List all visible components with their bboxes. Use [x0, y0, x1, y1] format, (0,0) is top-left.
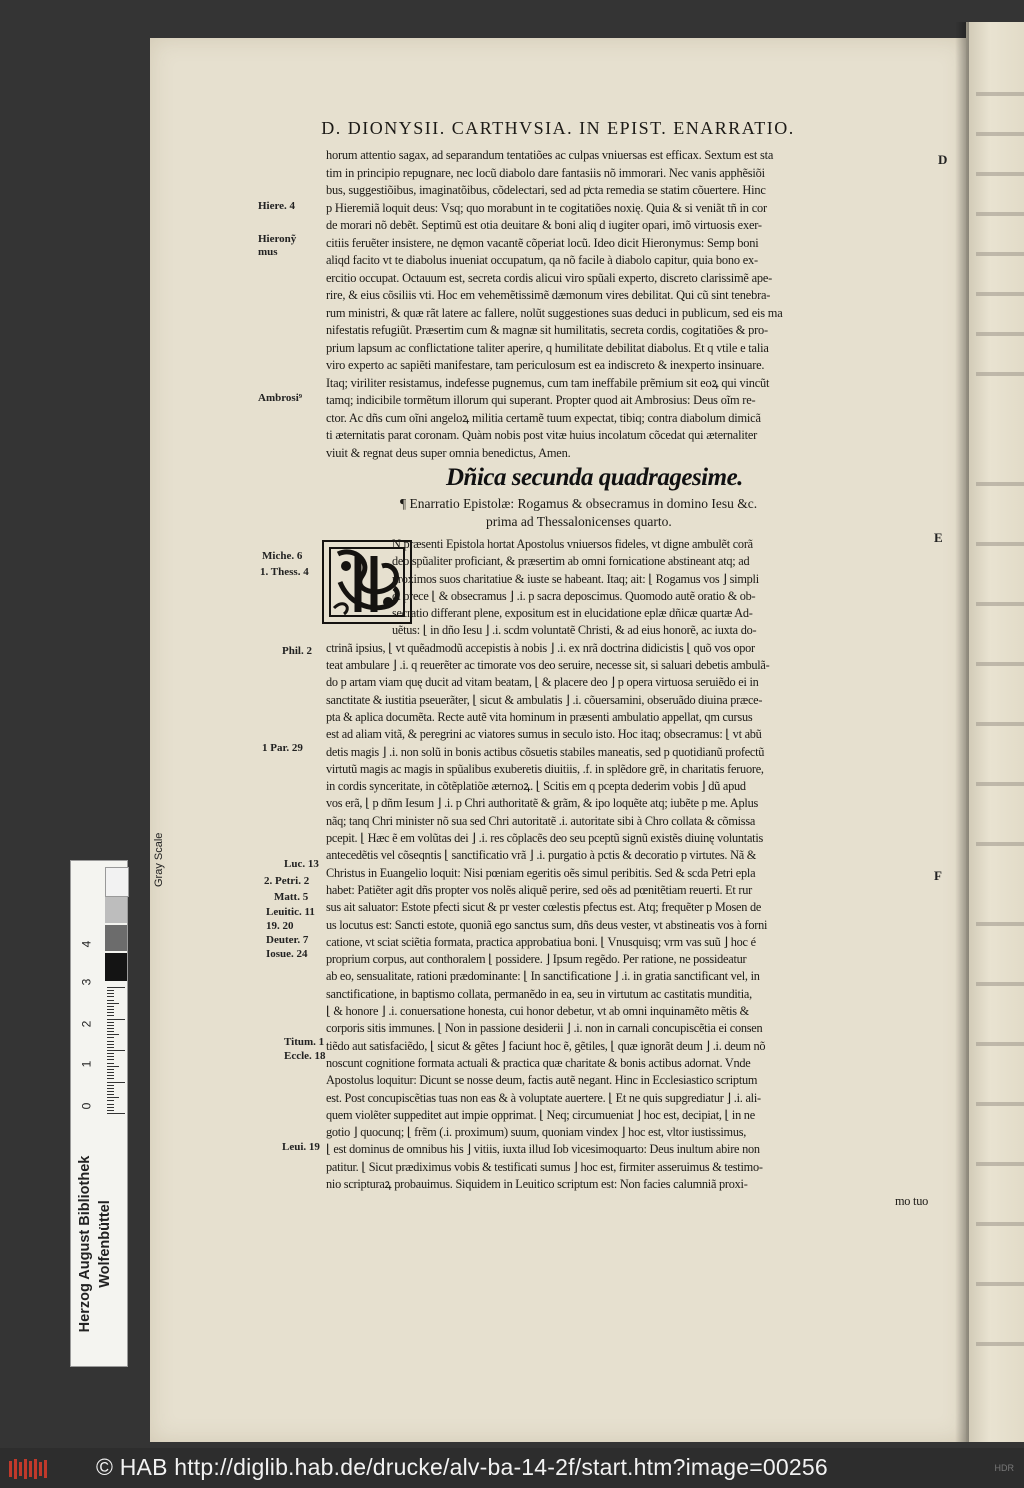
- margin-note-leuit-nums: 19. 20: [266, 920, 294, 932]
- ruler-tick: [107, 1066, 119, 1067]
- ruler-tick: [107, 1059, 114, 1060]
- caption-suffix: HDR: [994, 1463, 1014, 1473]
- ruler-tick: [107, 1053, 114, 1054]
- section2-line: secratio differant plene, expositum est in elucidatione eplæ dñicæ quartæ Ad-: [392, 606, 753, 621]
- ruler-tick: [107, 1015, 114, 1016]
- swatch-white: [105, 867, 129, 897]
- section2-line: patitur. ⌊ Sicut prædiximus vobis & testificati sumus ⌋ hoc est, firmiter asseruimus & testimo-: [326, 1159, 763, 1174]
- section2-line: Apostolus loquitur: Dicunt se nosse deum, factis autẽ negant. Hinc in Ecclesiastico scriptum: [326, 1073, 758, 1088]
- section2-line: proprium corpus, aut conthoralem ⌊ possidere. ⌋ Ipsum regẽdo. Per ratione, ne possideatur: [326, 952, 747, 967]
- swatch-black: [105, 953, 127, 981]
- section2-line: sanctitate & iustitia pseuerãter, ⌊ sicut & ambulatis ⌋ .i. cõuersamini, obseruãdo diuina præce-: [326, 692, 763, 707]
- ruler-tick: [107, 1078, 114, 1079]
- ruler-tick: [107, 1100, 114, 1101]
- section1-line: nifestatis refugiũt. Præsertim cum & magnæ sit humilitatis, secreta cordis, cogitatiões & pro-: [326, 323, 768, 337]
- section-letter-d: D: [938, 152, 948, 167]
- ruler-institution: [75, 1102, 121, 1383]
- section2-line: uẽtus: ⌊ in dño Iesu ⌋ .i. scdm voluntatẽ Christi, & ad eius honorẽ, ac iuxta do-: [392, 623, 757, 638]
- gray-scale-label: Gray Scale: [153, 832, 165, 887]
- margin-note-luc: Luc. 13: [284, 858, 319, 870]
- ruler-tick: [107, 1012, 114, 1013]
- ruler-tick: [107, 1034, 119, 1035]
- section-letter-e: E: [934, 530, 943, 545]
- section1-line: de morari nõ debẽt. Septimũ est otia deuitare & boni aliq d iugiter opari, imõ virtuosis exer-: [326, 218, 762, 232]
- section2-line: habet: Patiẽter agit dñs propter vos nolẽs aliquẽ perire, sed oẽs ad pœnitẽtiam reuerti. Et rur: [326, 882, 752, 897]
- ruler-tick: [107, 1082, 125, 1083]
- ruler-tick: [107, 1019, 125, 1020]
- section2-line: do p artam viam quę ducit ad vitam beatam, ⌊ & placere deo ⌋ p opera virtuosa seruiẽdo ei in: [326, 675, 759, 690]
- section2-line: mo tuo: [894, 1194, 928, 1209]
- section2-line: est ad aliam vitã, & peregrini ac viatores sumus in seculo isto. Hoc itaq; obsecramus: ⌊ vt abũ: [326, 727, 762, 742]
- ruler-tick: [107, 1069, 114, 1070]
- section1-line: viuit & regnat deus super omnia benedictus, Amen.: [326, 445, 571, 460]
- section2-line: teat ambulare ⌋ .i. q reuerẽter ac timorate vos deo seruire, necesse sit, si saluari debetis ambulã-: [326, 658, 770, 673]
- section2-line: N præsenti Epistola hortat Apostolus vniuersos fideles, vt digne ambulẽt corã: [392, 537, 753, 551]
- swatch-lightgray: [105, 897, 127, 923]
- color-scale-ruler: [70, 832, 165, 1367]
- section2-line: nio scripturaꝝ probauimus. Siquidem in Leuitico scriptum est: Non facies calumniã proxi-: [326, 1176, 748, 1191]
- ruler-tick: [107, 1056, 114, 1057]
- section1-line: ti æternitatis parat coronam. Quàm nobis post vitæ huius incolatum cõcedat qui æternaliter: [326, 428, 758, 442]
- ruler-tick: [107, 987, 125, 988]
- ruler-tick: [107, 1094, 114, 1095]
- section1-line: viro experto ac sapiẽti manifestare, tam periculosum est ea indiscreto & inexperto insinuare.: [326, 358, 765, 372]
- ruler-tick: [107, 993, 114, 994]
- ruler-tick: [107, 1006, 114, 1007]
- section2-line: ci prece ⌊ & obsecramus ⌋ .i. p sacra deposcimus. Quomodo autẽ oratio & ob-: [392, 588, 756, 603]
- section2-line: detis magis ⌋ .i. non solũ in bonis actibus cõsuetis stabiles maneatis, sed p quotidianũ profectũ: [326, 744, 765, 759]
- ruler-tick: [107, 990, 114, 991]
- section2-text: [326, 536, 936, 1211]
- section1-text: [326, 147, 924, 462]
- section2-line: gotio ⌋ quocunq; ⌊ frẽm (.i. proximum) suum, quoniam vindex ⌋ hoc est, vltor iustissimus,: [326, 1125, 747, 1140]
- section1-line: citiis feruẽter insistere, ne dęmon vacantẽ cõperiat locũ. Ideo dicit Hieronymus: Semp boni: [326, 235, 759, 250]
- ruler-tick: [107, 1022, 114, 1023]
- section2-line: deo spũaliter proficiant, & præsertim ab omni fornicatione abstineant atq; ad: [392, 554, 750, 569]
- ruler-tick: [107, 1063, 114, 1064]
- margin-note-iosue: Iosue. 24: [266, 948, 308, 960]
- ruler-tick: [107, 1025, 114, 1026]
- ruler-number-2: 2: [79, 1020, 94, 1028]
- ruler-tick: [107, 1088, 114, 1089]
- section2-line: est. Post concupiscẽtias tuas non eas & à voluptate auertere. ⌊ Et ne quis supgrediatur ⌋ .i. ali-: [326, 1090, 761, 1105]
- section1-line: horum attentio sagax, ad separandum tentatiões ac culpas vniuersas est efficax. Sextum est sta: [326, 148, 774, 162]
- ruler-tick: [107, 1047, 114, 1048]
- section2-line: sus ait saluator: Estote pfecti sicut & pr vester cœlestis pfectus est. Atq; frequẽter p Mosen de: [326, 900, 762, 915]
- ruler-tick: [107, 1031, 114, 1032]
- section2-line: pta & aplica documẽta. Recte autẽ vita hominum in præsenti ambulatio appellat, qm cursus: [326, 709, 753, 724]
- margin-note-miche: Miche. 6: [262, 550, 303, 562]
- margin-note-deuter: Deuter. 7: [266, 934, 309, 946]
- section1-line: p Hieremiã loquit deus: Vsq; quo morabunt in te cogitatiões noxię. Quia & si veniãt tñ in cor: [326, 200, 767, 215]
- margin-note-hieronymus: Hieronỹ mus: [258, 233, 297, 258]
- subheading-source: prima ad Thessalonicenses quarto.: [486, 514, 672, 529]
- margin-note-leui19: Leui. 19: [282, 1141, 320, 1153]
- ruler-number-1: 1: [79, 1060, 94, 1068]
- section2-line: tiẽdo aut satisfaciẽdo, ⌊ sicut & gẽtes ⌋ faciunt hoc ẽ, gẽtiles, ⌊ quæ ignorãt deum ⌋ .i. deum nõ: [326, 1038, 766, 1053]
- ruler-number-3: 3: [79, 978, 94, 986]
- ruler-number-0: 0: [79, 1102, 94, 1110]
- ruler-tick: [107, 996, 114, 997]
- section2-line: ctrinã ipsius, ⌊ vt quẽadmodũ accepistis à nobis ⌋ .i. ex nrã doctrina didicistis ⌊ quõ vos opor: [326, 640, 755, 655]
- ruler-tick: [107, 1028, 114, 1029]
- margin-note-eccle: Eccle. 18: [284, 1050, 326, 1062]
- facing-page: [966, 22, 1024, 1442]
- ruler-tick: [107, 1091, 114, 1092]
- section2-line: ab eo, sensualitate, rationi prædominante: ⌊ In sanctificatione ⌋ .i. in gratia sanctificant vel, in: [326, 969, 760, 984]
- ruler-tick: [107, 1000, 114, 1001]
- section2-line: proximos suos charitatiue & iuste se habeant. Itaq; ait: ⌊ Rogamus vos ⌋ simpli: [392, 571, 759, 586]
- section2-line: ⌊ & honore ⌋ .i. conuersatione honesta, cui honor debetur, vt ab omni inquinamẽto mẽtis &: [326, 1004, 749, 1019]
- section2-line: sanctificatione, in baptismo collata, permanẽdo in ea, seu in virtutum ac castitatis munditia,: [326, 986, 752, 1001]
- running-head: D. DIONYSII. CARTHVSIA. IN EPIST. ENARRATIO.: [321, 118, 795, 138]
- section2-line: quem violẽter suppeditet aut impie opprimat. ⌊ Neq; circumueniat ⌋ hoc est, decipiat, ⌊ in ne: [326, 1107, 755, 1122]
- section2-line: nãq; tanq Chri minister nõ sua sed Chri autoritatẽ .i. autoritate sibi à Chro collata & cõmissa: [326, 813, 756, 828]
- ruler-tick: [107, 1085, 114, 1086]
- ruler-tick: [107, 1044, 114, 1045]
- section1-line: rum ministri, & quæ rãt latere ac fallere, nolũt suggestiones suas deduci in publicum, sed eis ma: [326, 305, 783, 320]
- ruler-tick: [107, 1050, 125, 1051]
- caption-link[interactable]: © HAB http://diglib.hab.de/drucke/alv-ba-14-2f/start.htm?image=00256: [96, 1454, 828, 1480]
- margin-note-thess: 1. Thess. 4: [260, 566, 309, 578]
- section2-line: catione, vt sciat sciẽtia formata, practica approbatiua boni. ⌊ Vnusquisq; vrm vas suũ ⌋ hoc é: [326, 934, 756, 949]
- caption-bar: [0, 1448, 1024, 1488]
- section-heading: Dñica secunda quadragesime.: [446, 464, 743, 491]
- section1-line: tim in principio repugnare, nec locũ diabolo dare fantasiis nõ immorari. Nec vanis apphẽsiõi: [326, 165, 765, 180]
- ruler-tick: [107, 1037, 114, 1038]
- ruler-tick: [107, 1097, 119, 1098]
- gutter-shadow: [955, 22, 969, 1442]
- hab-logo-icon: [8, 1458, 48, 1480]
- margin-note-titum: Titum. 1: [284, 1036, 325, 1048]
- ruler-tick: [107, 1072, 114, 1073]
- ruler-tick: [107, 1041, 114, 1042]
- ruler-tick: [107, 1009, 114, 1010]
- margin-note-par: 1 Par. 29: [262, 742, 303, 754]
- section1-line: aliqd facito vt te diabolus inueniat occupatum, qa nõ facile à diabolo capitur, quia bono ex-: [326, 253, 758, 267]
- section1-line: prium lapsum ac conflictatione taliter aperire, q humilitate debilitat diabolus. Et q vtile e talia: [326, 340, 769, 355]
- section2-line: in cordis synceritate, in cõtẽplatiõe æternoꝝ. ⌊ Scitis em q pcepta dederim vobis ⌋ dũ apud: [326, 779, 746, 794]
- section2-line: Christus in Euangelio loquit: Nisi pœniam egeritis oẽs simul peribitis. Sed & scda Petri epla: [326, 865, 756, 880]
- section2-line: ⌊ est dominus de omnibus his ⌋ vitiis, iuxta illud Iob vicesimoquarto: Deus inultum abire non: [326, 1142, 760, 1157]
- section2-line: vos erã, ⌊ p dñm Iesum ⌋ .i. p Chri authoritatẽ & grãm, & ipo loquẽte atq; iubẽte p me. Aplus: [326, 796, 759, 811]
- section2-line: us locutus est: Sancti estote, quoniã ego sanctus sum, dñs deus vester, vt abstineatis vos à forni: [326, 917, 768, 932]
- margin-note-petri: 2. Petri. 2: [264, 875, 310, 887]
- section1-line: ctor. Ac dñs cum oĩni angeloꝝ militia certamẽ tuum expectat, tibiq; contra diabolum dimicã: [326, 410, 761, 425]
- margin-note-leuit: Leuitic. 11: [266, 906, 315, 918]
- institution-line2: Wolfenbüttel: [97, 1200, 113, 1288]
- margin-note-matt: Matt. 5: [274, 891, 309, 903]
- ruler-tick: [107, 1003, 119, 1004]
- section2-line: corporis sitis immunes. ⌊ Non in passione desiderii ⌋ .i. non in carnali concupiscẽtia ei consen: [326, 1021, 763, 1036]
- section2-line: antecedẽtis vel cõseqntis ⌊ sanctificatio vrã ⌋ .i. purgatio à pctis & decoratio p virtutes. Nã &: [326, 848, 757, 863]
- section1-line: tamq; indicibile tormẽtum illorum qui superant. Propter quod ait Ambrosius: Deus oĩm re-: [326, 393, 756, 407]
- margin-note-phil: Phil. 2: [282, 645, 312, 657]
- section1-line: rire, & eius cõsiliis vti. Hoc em vehemẽtissimẽ dæmonum vires debilitat. Qui cũ sint tenebra-: [326, 288, 771, 302]
- section2-line: pcepit. ⌊ Hæc ẽ em volũtas dei ⌋ .i. res cõplacẽs deo seu pceptũ signũ existẽs diuinę voluntatis: [326, 831, 764, 846]
- ruler-number-4: 4: [79, 940, 94, 948]
- subheading-epistle: ¶ Enarratio Epistolæ: Rogamus & obsecramus in domino Iesu &c.: [400, 496, 758, 511]
- margin-note-hiere: Hiere. 4: [258, 200, 296, 212]
- section1-line: Itaq; viriliter resistamus, indefesse pugnemus, cum tam ineffabile prẽmium sit eoꝝ qui vincũt: [326, 375, 770, 390]
- section1-line: bus, suggestiõibus, imaginatõibus, cõdelectari, sed ad pͥcta remedia se statim cõuertere. Hinc: [326, 183, 766, 197]
- section2-line: virtutũ magis ac magis in spũalibus exuberetis diuitiis, .f. in splẽdore grẽ, in charitatis feruore,: [326, 761, 764, 776]
- margin-note-ambrosius: Ambrosi⁹: [258, 392, 303, 404]
- section2-line: noscunt cognitione formata actuali & practica quæ charitate & bonis actibus adornat. Vnde: [326, 1055, 751, 1070]
- institution-line1: Herzog August Bibliothek: [77, 1155, 93, 1333]
- section1-line: ercitio occupat. Octauum est, secreta cordis alicui viro spũali experto, discreto clarissimẽ ape-: [326, 270, 773, 285]
- section-letter-f: F: [934, 868, 942, 883]
- ruler-tick: [107, 1075, 114, 1076]
- swatch-gray: [105, 925, 127, 951]
